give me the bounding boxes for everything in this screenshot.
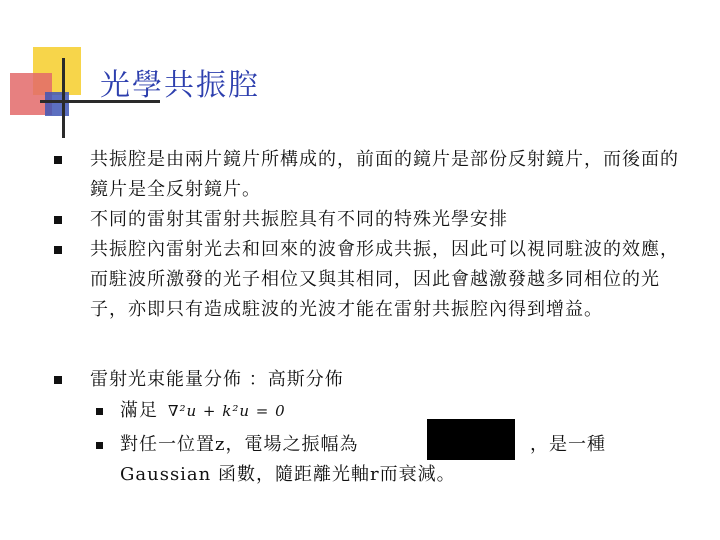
bullet-marker xyxy=(54,246,62,254)
sub-bullet-1 xyxy=(120,396,286,426)
bullet-text-2: 不同的雷射其雷射共振腔具有不同的特殊光學安排 xyxy=(90,209,508,230)
helmholtz-formula: ∇²u + k²u = 0 xyxy=(168,402,286,420)
bullet-marker xyxy=(54,156,62,164)
logo-blue-square xyxy=(45,92,69,116)
slide-title: 光學共振腔 xyxy=(100,68,260,103)
bullet-text-1: 共振腔是由兩片鏡片所構成的，前面的鏡片是部份反射鏡片，而後面的鏡片是全反射鏡片。 xyxy=(90,149,679,200)
sub-bullet-marker xyxy=(96,442,103,449)
sub-bullet-2-line1-before: 對任一位置z，電場之振幅為 xyxy=(120,434,359,455)
bullet-marker xyxy=(54,216,62,224)
sub-bullet-2-line2: Gaussian 函數，隨距離光軸r而衰減。 xyxy=(120,464,456,485)
bullet-text-3: 共振腔內雷射光去和回來的波會形成共振，因此可以視同駐波的效應，而駐波所激發的光子相位又與其相同，因此會越激發越多同相位的光子，亦即只有造成駐波的光波才能在雷射共振腔內得到增益。 xyxy=(90,239,679,320)
sub-bullet-2-line1-after: ，是一種 xyxy=(530,434,606,455)
redacted-formula-box xyxy=(427,419,515,460)
sub-bullet-marker xyxy=(96,408,103,415)
logo-vertical-line xyxy=(62,58,65,138)
bullet-text-4: 雷射光束能量分佈 ：高斯分佈 xyxy=(90,369,344,390)
bullet-marker xyxy=(54,376,62,384)
sub-bullet-1-label: 滿足 xyxy=(120,400,158,421)
